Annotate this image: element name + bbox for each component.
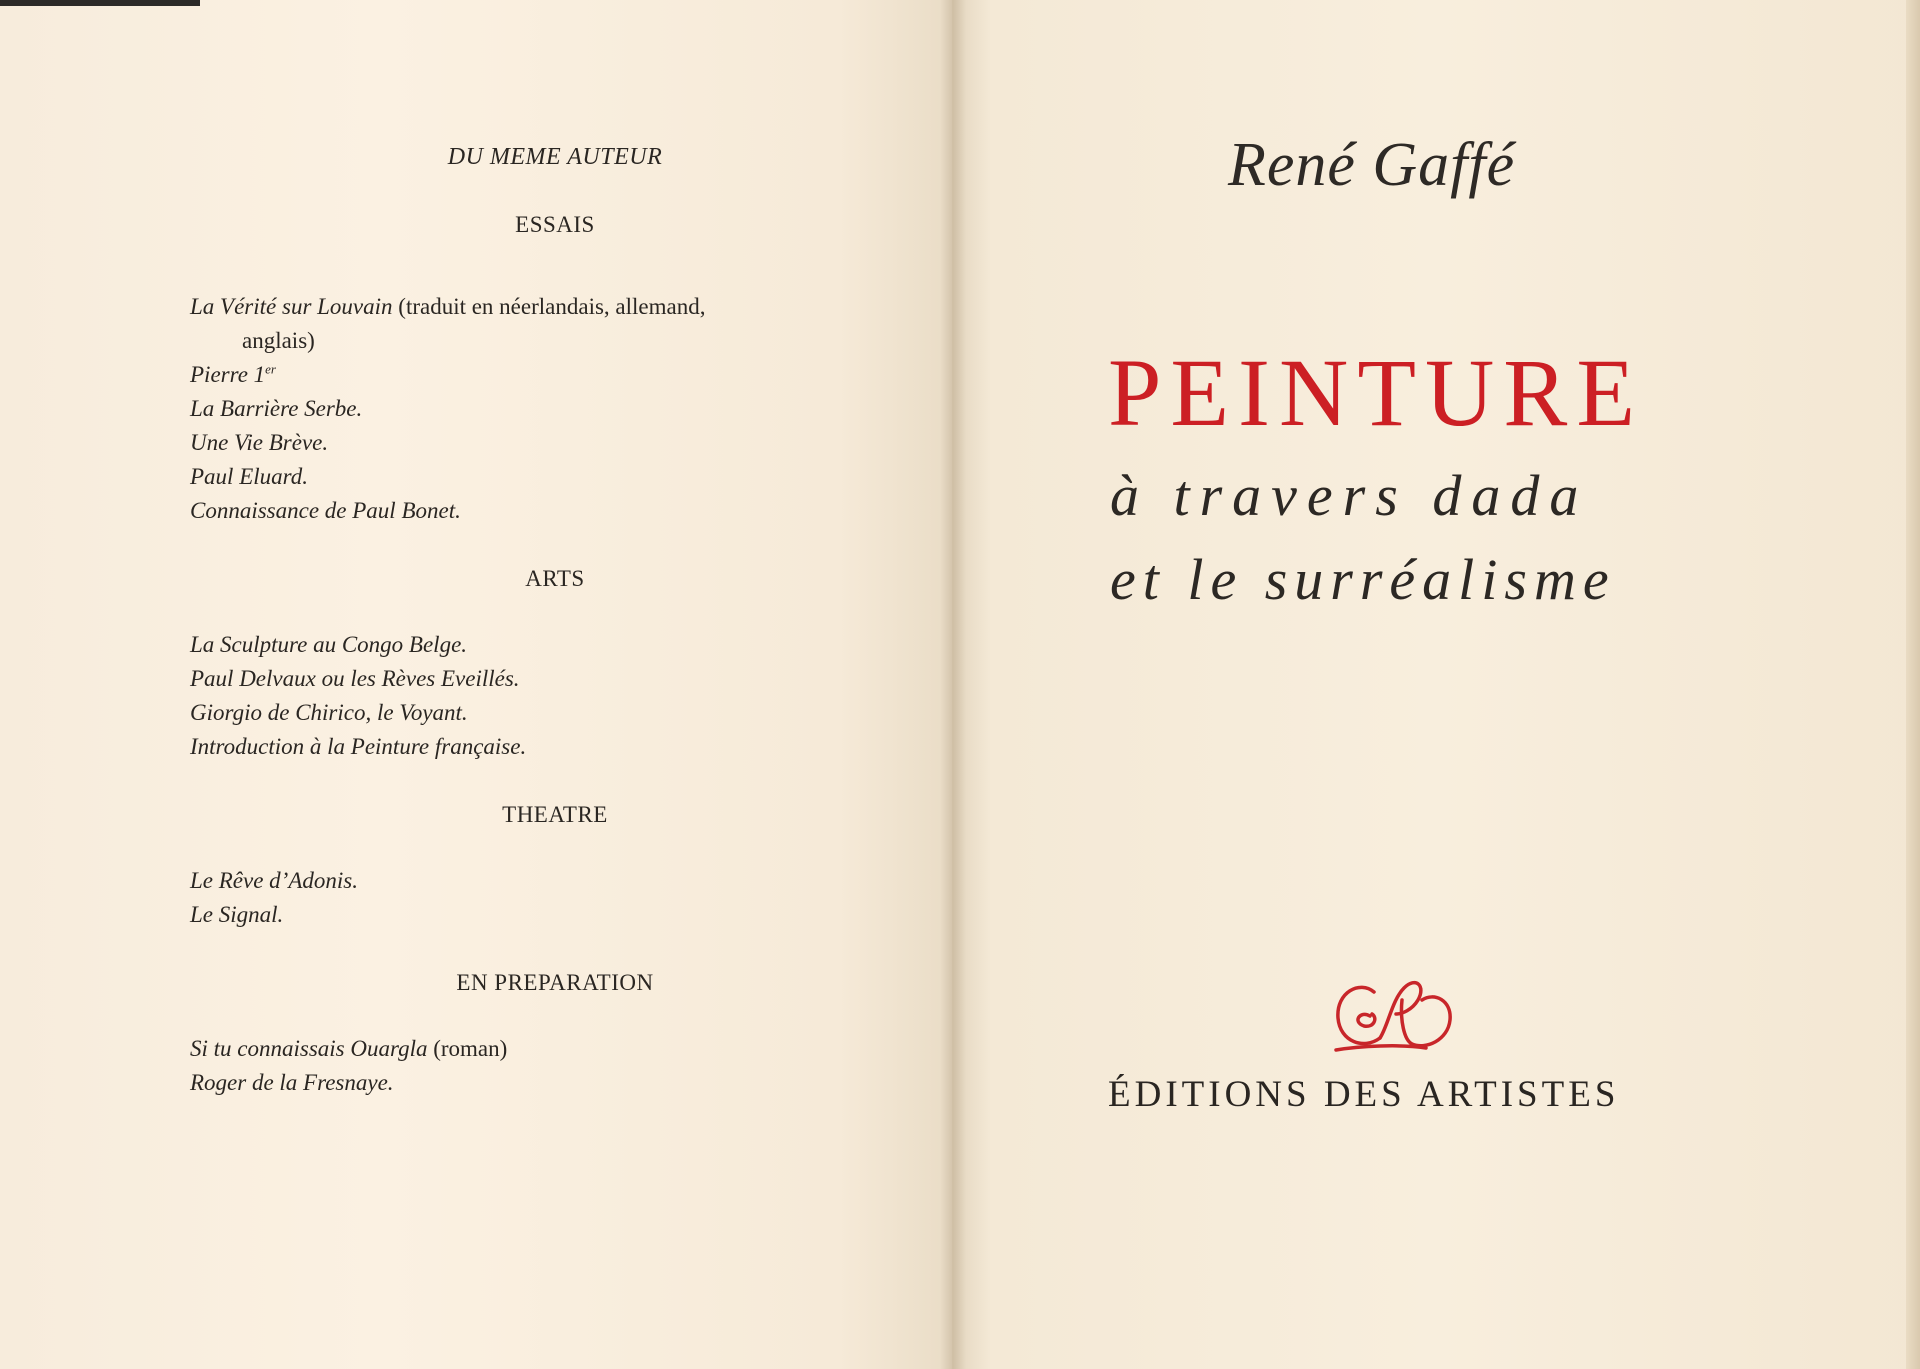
corner-mark bbox=[0, 0, 200, 6]
list-item: Pierre 1er bbox=[190, 361, 276, 387]
section-title-preparation: EN PREPARATION bbox=[456, 970, 654, 995]
list-item: Si tu connaissais Ouargla (roman) bbox=[190, 1036, 508, 1061]
list-item: Roger de la Fresnaye. bbox=[190, 1070, 394, 1095]
publisher-name: ÉDITIONS DES ARTISTES bbox=[1108, 1074, 1620, 1115]
list-item: Connaissance de Paul Bonet. bbox=[190, 498, 461, 523]
author-name: René Gaffé bbox=[1228, 131, 1516, 199]
section-title-theatre: THEATRE bbox=[502, 802, 608, 827]
book-title: PEINTURE bbox=[1108, 339, 1644, 446]
list-item: La Vérité sur Louvain (traduit en néerlandais, allemand, bbox=[190, 294, 706, 319]
list-item: Paul Delvaux ou les Rèves Eveillés. bbox=[190, 666, 520, 691]
theatre-list bbox=[190, 864, 870, 932]
arts-list bbox=[190, 628, 870, 764]
subtitle-line-1: à travers dada bbox=[1110, 463, 1589, 528]
list-item: La Barrière Serbe. bbox=[190, 396, 363, 421]
section-title-arts: ARTS bbox=[525, 566, 585, 591]
subtitle-line-2: et le surréalisme bbox=[1110, 547, 1616, 612]
book-gutter bbox=[940, 0, 966, 1369]
list-item: Paul Eluard. bbox=[190, 464, 308, 489]
list-item-continuation: anglais) bbox=[242, 328, 315, 353]
list-item: Introduction à la Peinture française. bbox=[190, 734, 527, 759]
page-edge bbox=[1906, 0, 1920, 1369]
section-title-essais: ESSAIS bbox=[515, 212, 595, 237]
essais-list bbox=[190, 290, 870, 528]
bibliography-header: DU MEME AUTEUR bbox=[447, 144, 663, 170]
list-item: Giorgio de Chirico, le Voyant. bbox=[190, 700, 468, 725]
list-item: Le Signal. bbox=[190, 902, 284, 927]
list-item: Le Rêve d’Adonis. bbox=[190, 868, 358, 893]
right-page bbox=[952, 0, 1920, 1369]
bibliography bbox=[190, 140, 870, 1100]
list-item: Une Vie Brève. bbox=[190, 430, 329, 455]
publisher-monogram-icon bbox=[1330, 970, 1460, 1060]
preparation-list bbox=[190, 1032, 870, 1100]
list-item: La Sculpture au Congo Belge. bbox=[190, 632, 468, 657]
